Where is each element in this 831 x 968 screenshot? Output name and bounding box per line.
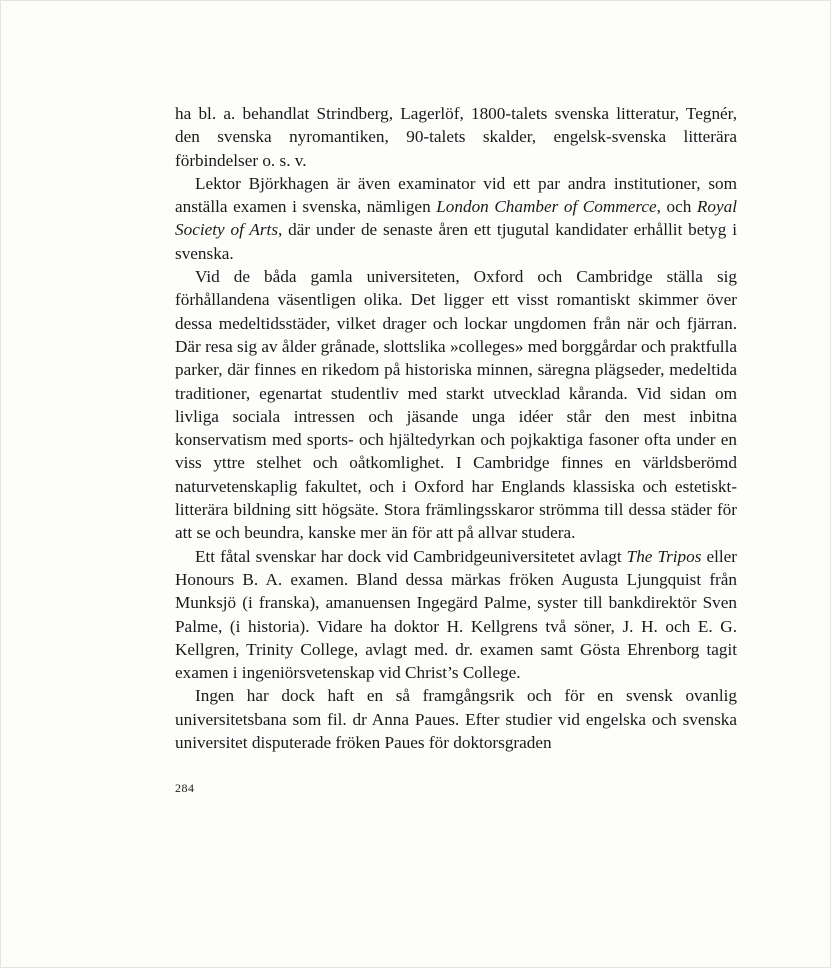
- paragraph-1: ha bl. a. behandlat Strindberg, Lagerlöf, 1800-talets svenska litteratur, Tegnér, den svenska nyromantiken, 90-talets skalder, engelsk-svenska litterära förbindelser o. s. v.: [175, 104, 737, 170]
- paragraph-5: Ingen har dock haft en så framgångsrik och för en svensk ovanlig universitetsbana som fil. dr Anna Paues. Efter studier vid engelska och svenska universitet disputerade fröken Paues för doktorsgraden: [175, 686, 737, 753]
- italic-title-tripos: The Tripos: [626, 546, 702, 566]
- paragraph-2: Lektor Björkhagen är även examinator vid ett par andra institutioner, som anställa examen i svenska, nämligen London Chamber of Commerce, och Royal Society of Arts, där under de senaste åren ett tjugutal kandidater erhållit betyg i svenska.: [175, 173, 737, 263]
- page-number: 284: [175, 781, 195, 795]
- paragraph-4: Ett fåtal svenskar har dock vid Cambridgeuniversitetet avlagt The Tripos eller Honours B. A. examen. Bland dessa märkas fröken Augusta Ljungquist från Munksjö (i franska), amanuensen Ingegärd Palme, syster till bankdirektör Sven Palme, (i historia). Vidare ha doktor H. Kellgrens två söner, J. H. och E. G. Kellgren, Trinity College, avlagt med. dr. examen samt Gösta Ehrenborg tagit examen i ingeniörsvetenskap vid Christ’s College.: [175, 546, 737, 683]
- italic-title-london-chamber: London Chamber of Commerce: [436, 197, 657, 217]
- italic-title-royal-society: Royal Society of Arts: [175, 197, 737, 240]
- body-text: [175, 102, 737, 754]
- paragraph-3: Vid de båda gamla universiteten, Oxford och Cambridge ställa sig förhållandena väsentligen olika. Det ligger ett visst romantiskt skimmer över dessa medeltidsstäder, vilket drager och lockar ungdomen från när och fjärran. Där resa sig av ålder grånade, slottslika »colleges» med borggårdar och praktfulla parker, där finnes en rikedom på historiska minnen, säregna plägseder, medeltida traditioner, egenartat studentliv med starkt utvecklad kåranda. Vid sidan om livliga sociala intressen och jäsande unga idéer står den mest inbitna konservatism med sports- och hjältedyrkan och pojkaktiga fasoner ofta under en viss yttre stelhet och oåtkomlighet. I Cambridge finnes en världsberömd naturvetenskaplig fakultet, och i Oxford har Englands klassiska och estetiskt-litterära bildning sitt högsäte. Stora främlingsskaror strömma till dessa städer för att se och beundra, kanske mer än för att på allvar studera.: [175, 267, 737, 543]
